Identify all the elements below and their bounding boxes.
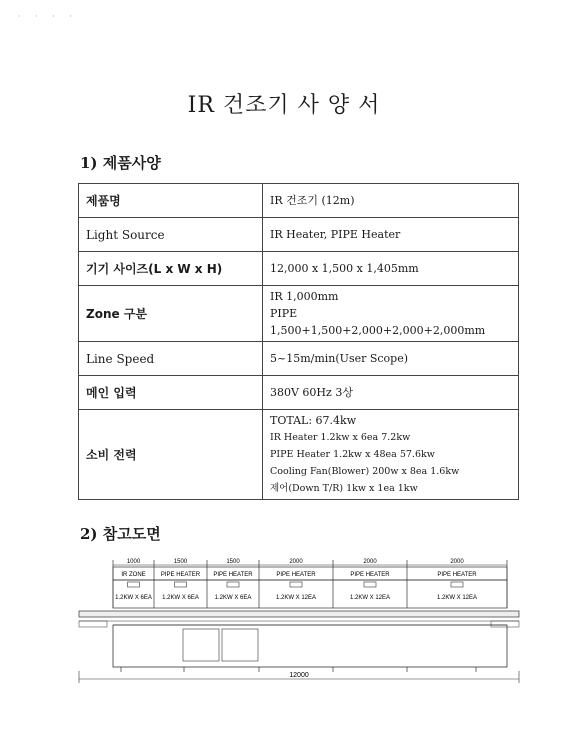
spec-key: 제품명 bbox=[79, 184, 263, 218]
control-panel bbox=[183, 629, 219, 661]
zone-dimension-label: 2000 bbox=[289, 559, 303, 565]
zone-name-label: PIPE HEATER bbox=[160, 572, 201, 578]
spec-row bbox=[79, 184, 519, 218]
spec-value: IR 건조기 (12m) bbox=[263, 184, 519, 218]
zone-dimension-label: 1000 bbox=[126, 559, 141, 565]
spec-row bbox=[79, 376, 519, 410]
zone-dimension-label: 2000 bbox=[450, 559, 464, 565]
total-length-label: 12000 bbox=[289, 672, 309, 679]
machine-body bbox=[113, 625, 507, 667]
zone-name-label: PIPE HEATER bbox=[276, 572, 316, 578]
zone-rating-label: 1.2KW X 6EA bbox=[214, 595, 252, 601]
spec-value: 12,000 x 1,500 x 1,405mm bbox=[263, 252, 519, 286]
spec-key: Zone 구분 bbox=[79, 286, 263, 342]
section-heading-specs: 1) 제품사양 bbox=[80, 154, 161, 172]
zone-name-label: IR ZONE bbox=[121, 572, 146, 578]
spec-row bbox=[79, 218, 519, 252]
zone-name-label: PIPE HEATER bbox=[437, 572, 477, 578]
zone-dimension-label: 1500 bbox=[226, 559, 240, 565]
spec-value: IR 1,000mm PIPE 1,500+1,500+2,000+2,000+2,000mm bbox=[263, 286, 519, 342]
spec-row bbox=[79, 286, 519, 342]
spec-key: Light Source bbox=[79, 218, 263, 252]
zone-rating-label: 1.2KW X 12EA bbox=[349, 595, 391, 601]
spec-key: 기기 사이즈(L x W x H) bbox=[79, 252, 263, 286]
spec-row bbox=[79, 410, 519, 500]
page-title: IR 건조기 사 양 서 bbox=[187, 93, 381, 118]
heater-block bbox=[290, 582, 302, 587]
spec-row bbox=[79, 342, 519, 376]
spec-value: TOTAL: 67.4kw IR Heater 1.2kw x 6ea 7.2kw PIPE Heater 1.2kw x 48ea 57.6kw Cooling Fan(Blower) 200w x 8ea 1.6kw 제어(Down T/R) 1kw x 1ea 1kw bbox=[263, 410, 519, 500]
heater-block bbox=[364, 582, 376, 587]
spec-key: 소비 전력 bbox=[79, 410, 263, 500]
zone-dimension-label: 2000 bbox=[363, 559, 377, 565]
zone-rating-label: 1.2KW X 12EA bbox=[275, 595, 317, 601]
machine-drawing bbox=[76, 555, 522, 685]
heater-block bbox=[227, 582, 239, 587]
spec-row bbox=[79, 252, 519, 286]
spec-value: IR Heater, PIPE Heater bbox=[263, 218, 519, 252]
conveyor-rail bbox=[79, 611, 519, 617]
heater-block bbox=[175, 582, 187, 587]
zone-name-label: PIPE HEATER bbox=[213, 572, 253, 578]
spec-key: 메인 입력 bbox=[79, 376, 263, 410]
spec-value: 380V 60Hz 3상 bbox=[263, 376, 519, 410]
scan-marks: · · · · bbox=[18, 12, 78, 21]
control-panel bbox=[222, 629, 258, 661]
spec-key: Line Speed bbox=[79, 342, 263, 376]
spec-table bbox=[78, 183, 519, 500]
spec-value: 5~15m/min(User Scope) bbox=[263, 342, 519, 376]
heater-block bbox=[451, 582, 463, 587]
zone-dimension-label: 1500 bbox=[173, 559, 188, 565]
zone-rating-label: 1.2KW X 12EA bbox=[436, 595, 478, 601]
heater-block bbox=[128, 582, 140, 587]
zone-rating-label: 1.2KW X 6EA bbox=[115, 595, 152, 601]
zone-rating-label: 1.2KW X 6EA bbox=[162, 595, 199, 601]
zone-name-label: PIPE HEATER bbox=[350, 572, 390, 578]
section-heading-drawing: 2) 참고도면 bbox=[80, 525, 161, 543]
